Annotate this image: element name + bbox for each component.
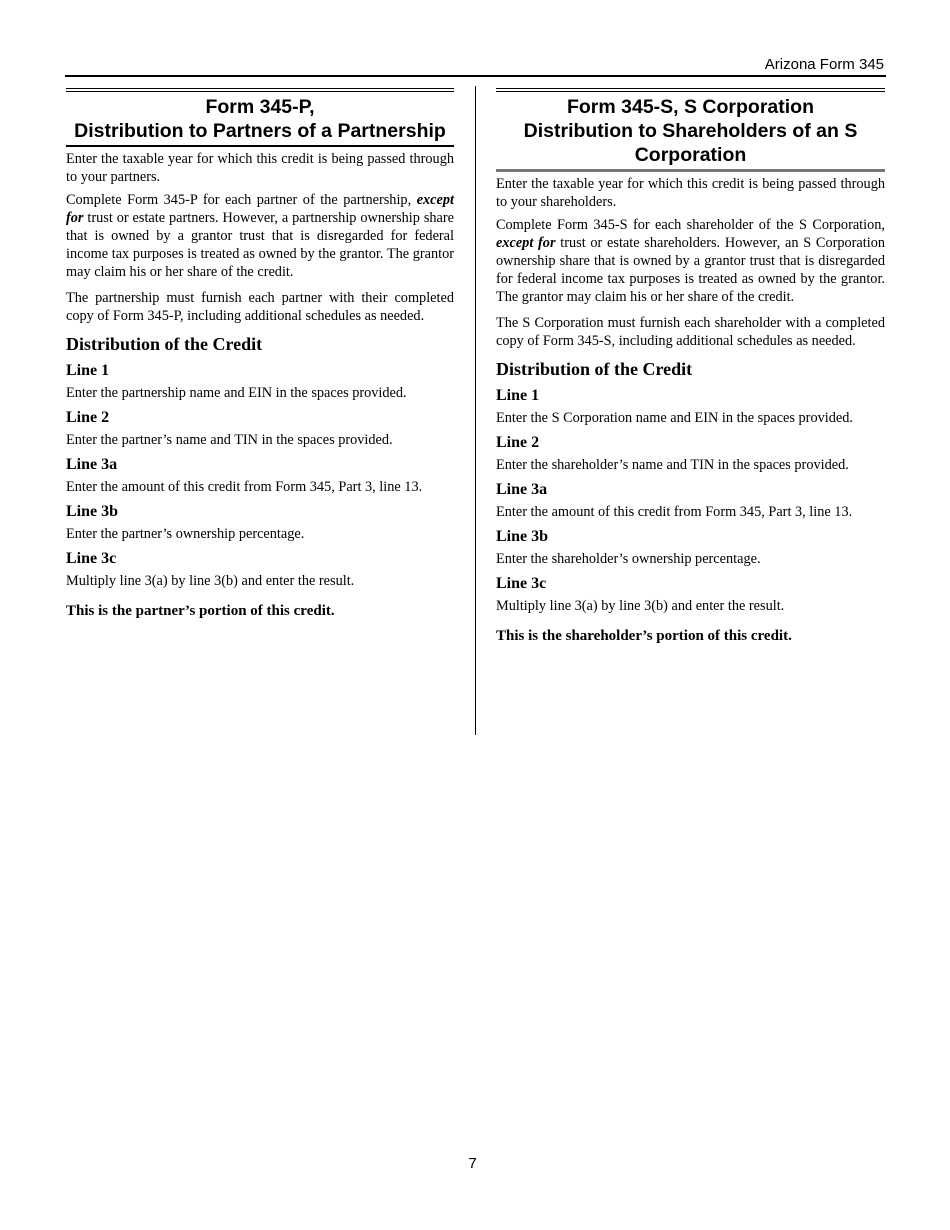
right-line-1-text: Enter the S Corporation name and EIN in the spaces provided.: [496, 410, 853, 426]
right-line-2-text: Enter the shareholder’s name and TIN in the spaces provided.: [496, 457, 849, 473]
right-furnish-paragraph: The S Corporation must furnish each shareholder with a completed copy of Form 345-S, including additional schedules as needed.: [496, 315, 885, 349]
right-line-3c-text: Multiply line 3(a) by line 3(b) and enter the result.: [496, 598, 785, 614]
left-line-2-text: Enter the partner’s name and TIN in the spaces provided.: [66, 432, 393, 448]
left-complete-paragraph: [66, 191, 454, 281]
left-line-3c-text: Multiply line 3(a) by line 3(b) and enter the result.: [66, 573, 355, 589]
left-intro-paragraph: Enter the taxable year for which this credit is being passed through to your partners.: [66, 151, 454, 185]
left-except-for: except for: [66, 192, 454, 226]
right-complete-text-b: trust or estate shareholders. However, an S Corporation ownership share that is owned by a grantor trust that is disregarded for federal income tax purposes is treated as owned by the grantor. The grantor may claim his or her share of the credit.: [496, 235, 885, 305]
right-title-bottom-rule: [496, 169, 885, 172]
left-column-title: [66, 95, 454, 143]
left-column: [66, 88, 454, 621]
left-title-top-rule: [66, 88, 454, 92]
left-complete-text-a: Complete Form 345-P for each partner of the partnership,: [66, 192, 417, 208]
right-line-1-label: Line 1: [496, 387, 540, 404]
left-line-3b-text: Enter the partner’s ownership percentage.: [66, 526, 305, 542]
right-line-3b-text: Enter the shareholder’s ownership percentage.: [496, 551, 761, 567]
right-line-3b-label: Line 3b: [496, 528, 549, 545]
left-title-line-1: Form 345-P,: [205, 96, 315, 118]
column-divider: [475, 86, 476, 735]
right-complete-text-a: Complete Form 345-S for each shareholder of the S Corporation,: [496, 217, 885, 233]
left-line-2-label: Line 2: [66, 409, 110, 426]
left-section-heading: Distribution of the Credit: [66, 334, 263, 354]
header-rule: [65, 75, 886, 77]
right-title-line-1: Form 345-S, S Corporation: [566, 96, 815, 118]
right-section-heading: Distribution of the Credit: [496, 359, 693, 379]
right-line-2-label: Line 2: [496, 434, 540, 451]
right-complete-paragraph: [496, 216, 885, 306]
right-except-for: except for: [496, 235, 556, 251]
right-closing-statement: This is the shareholder’s portion of this credit.: [496, 628, 792, 644]
right-title-line-3: Corporation: [634, 144, 747, 166]
right-column-title: [496, 95, 885, 167]
left-line-3b-label: Line 3b: [66, 503, 119, 520]
left-furnish-paragraph: The partnership must furnish each partner with their completed copy of Form 345-P, including additional schedules as needed.: [66, 290, 454, 324]
left-complete-text-b: trust or estate partners. However, a partnership ownership share that is owned by a grantor trust that is disregarded for federal income tax purposes is treated as owned by the grantor. The grantor may claim his or her share of the credit.: [66, 210, 454, 280]
left-line-3c-label: Line 3c: [66, 550, 117, 567]
left-line-3a-label: Line 3a: [66, 456, 118, 473]
right-line-3a-text: Enter the amount of this credit from Form 345, Part 3, line 13.: [496, 504, 853, 520]
right-column: [496, 88, 885, 646]
right-intro-paragraph: Enter the taxable year for which this credit is being passed through to your shareholders.: [496, 176, 885, 210]
left-line-3a-text: Enter the amount of this credit from Form 345, Part 3, line 13.: [66, 479, 423, 495]
right-line-3a-label: Line 3a: [496, 481, 548, 498]
right-title-line-2: Distribution to Shareholders of an S: [523, 120, 858, 142]
left-title-bottom-rule: [66, 145, 454, 147]
left-line-1-text: Enter the partnership name and EIN in the spaces provided.: [66, 385, 407, 401]
right-line-3c-label: Line 3c: [496, 575, 547, 592]
right-title-top-rule: [496, 88, 885, 92]
page-number: 7: [468, 1155, 477, 1172]
left-title-line-2: Distribution to Partners of a Partnership: [74, 120, 446, 142]
left-closing-statement: This is the partner’s portion of this credit.: [66, 603, 335, 619]
left-line-1-label: Line 1: [66, 362, 110, 379]
form-label: Arizona Form 345: [764, 56, 884, 73]
